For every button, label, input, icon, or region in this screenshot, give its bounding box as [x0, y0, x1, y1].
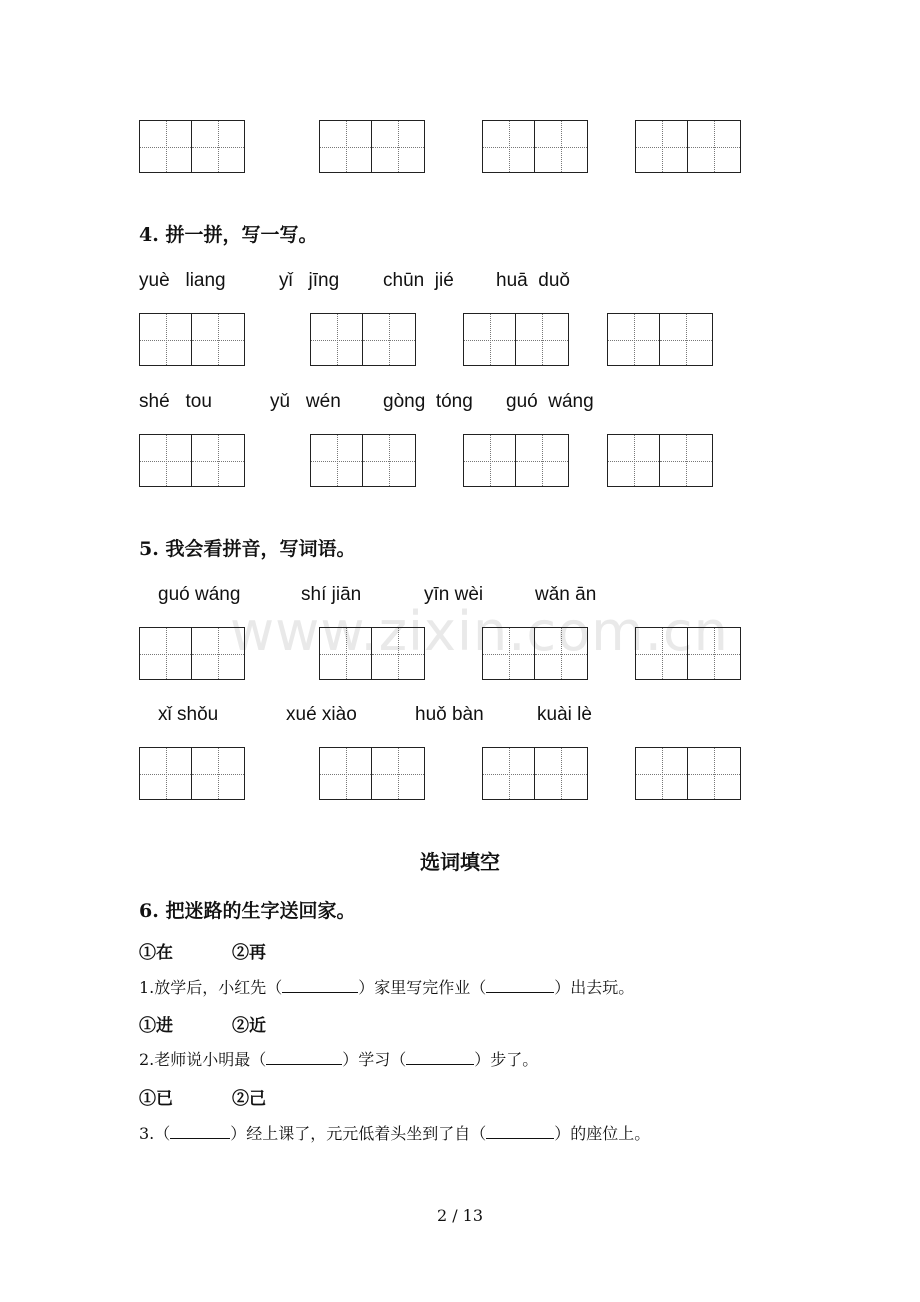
fill-sentence — [139, 975, 634, 998]
writing-grid[interactable] — [607, 313, 713, 366]
writing-grid[interactable] — [635, 120, 741, 173]
question-4-heading: 4. 拼一拼，写一写。 — [139, 224, 318, 246]
option-2: ②再 — [232, 943, 266, 963]
pinyin-label: huā duǒ — [496, 270, 570, 291]
sentence-part: ）出去玩。 — [554, 978, 635, 997]
writing-grid[interactable] — [319, 747, 425, 800]
page-number: 2 / 13 — [436, 1206, 484, 1225]
answer-blank[interactable] — [266, 1052, 342, 1065]
writing-grid[interactable] — [139, 313, 245, 366]
question-6-heading: 6. 把迷路的生字送回家。 — [139, 900, 356, 922]
watermark: www.zixin.com.cn — [230, 600, 729, 663]
answer-blank[interactable] — [486, 1126, 554, 1139]
sentence-number: 3. — [139, 1124, 155, 1143]
pinyin-label: shí jiān — [301, 584, 362, 605]
writing-grid[interactable] — [482, 120, 588, 173]
pinyin-label: guó wáng — [506, 391, 594, 412]
sentence-part: ）经上课了，元元低着头坐到了自（ — [230, 1124, 487, 1143]
writing-grid[interactable] — [310, 434, 416, 487]
option-1: ①已 — [139, 1089, 173, 1109]
pinyin-label: yuè liang — [139, 270, 226, 291]
answer-blank[interactable] — [282, 980, 358, 993]
answer-blank[interactable] — [406, 1052, 474, 1065]
sentence-number: 2. — [139, 1050, 155, 1069]
sentence-part: 老师说小明最（ — [154, 1050, 267, 1069]
pinyin-label: xué xiào — [286, 704, 357, 725]
fill-sentence — [139, 1047, 538, 1070]
pinyin-label: guó wáng — [158, 584, 241, 605]
sentence-part: ）学习（ — [342, 1050, 407, 1069]
option-1: ①在 — [139, 943, 173, 963]
pinyin-label: kuài lè — [537, 704, 592, 725]
pinyin-label: wǎn ān — [535, 584, 597, 605]
section-title: 选词填空 — [420, 850, 500, 874]
sentence-part: 放学后，小红先（ — [154, 978, 283, 997]
question-5-heading: 5. 我会看拼音，写词语。 — [139, 538, 356, 560]
pinyin-label: xǐ shǒu — [158, 704, 219, 725]
writing-grid[interactable] — [139, 627, 245, 680]
writing-grid[interactable] — [482, 627, 588, 680]
sentence-number: 1. — [139, 978, 155, 997]
fill-sentence — [139, 1121, 650, 1144]
writing-grid[interactable] — [139, 434, 245, 487]
sentence-part: ）步了。 — [474, 1050, 539, 1069]
writing-grid[interactable] — [319, 120, 425, 173]
pinyin-label: yǔ wén — [270, 391, 341, 412]
pinyin-label: chūn jié — [383, 270, 454, 291]
writing-grid[interactable] — [139, 120, 245, 173]
sentence-part: ）家里写完作业（ — [358, 978, 487, 997]
writing-grid[interactable] — [139, 747, 245, 800]
writing-grid[interactable] — [635, 627, 741, 680]
writing-grid[interactable] — [482, 747, 588, 800]
writing-grid[interactable] — [635, 747, 741, 800]
sentence-part: （ — [154, 1124, 171, 1143]
sentence-part: ）的座位上。 — [554, 1124, 651, 1143]
option-2: ②近 — [232, 1016, 266, 1036]
pinyin-label: shé tou — [139, 391, 212, 412]
answer-blank[interactable] — [170, 1126, 230, 1139]
writing-grid[interactable] — [463, 434, 569, 487]
pinyin-label: gòng tóng — [383, 391, 473, 412]
answer-blank[interactable] — [486, 980, 554, 993]
pinyin-label: yīn wèi — [424, 584, 484, 605]
pinyin-label: huǒ bàn — [415, 704, 484, 725]
writing-grid[interactable] — [607, 434, 713, 487]
writing-grid[interactable] — [319, 627, 425, 680]
writing-grid[interactable] — [310, 313, 416, 366]
writing-grid[interactable] — [463, 313, 569, 366]
pinyin-label: yǐ jīng — [279, 270, 340, 291]
option-1: ①进 — [139, 1016, 173, 1036]
option-2: ②己 — [232, 1089, 266, 1109]
